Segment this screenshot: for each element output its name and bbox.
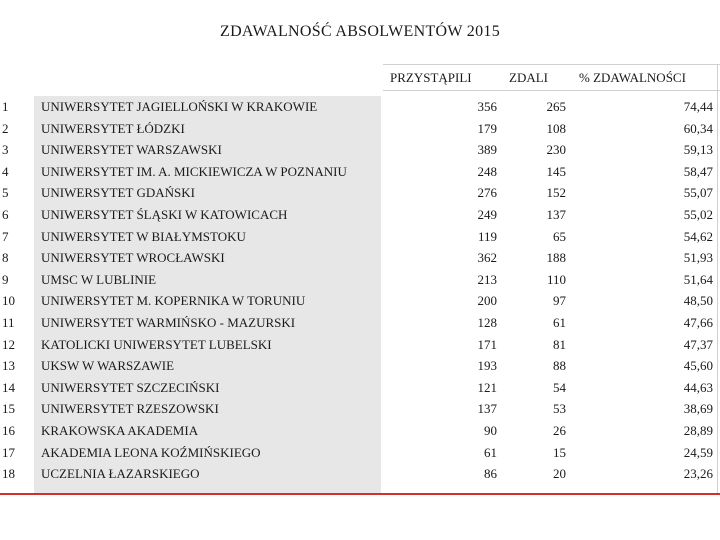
row-rank: 15 <box>2 401 15 417</box>
row-pct: 48,50 <box>683 293 713 309</box>
table-row <box>0 96 720 118</box>
row-pct: 54,62 <box>683 228 713 244</box>
row-pct: 45,60 <box>683 358 713 374</box>
row-zdali: 152 <box>546 185 566 201</box>
header-przystapili: PRZYSTĄPILI <box>390 70 472 85</box>
table-row <box>0 182 720 204</box>
row-przystapili: 137 <box>477 401 497 417</box>
row-przystapili: 213 <box>477 271 497 287</box>
row-name: UKSW W WARSZAWIE <box>41 358 175 374</box>
row-zdali: 15 <box>553 444 566 460</box>
row-name: UNIWERSYTET IM. A. MICKIEWICZA W POZNANIU <box>41 163 347 179</box>
row-name: UNIWERSYTET SZCZECIŃSKI <box>41 379 220 395</box>
row-rank: 13 <box>2 358 15 374</box>
row-name: UNIWERSYTET RZESZOWSKI <box>41 401 219 417</box>
row-zdali: 110 <box>546 271 566 287</box>
row-przystapili: 90 <box>484 423 497 438</box>
row-przystapili: 276 <box>477 185 497 201</box>
row-przystapili: 171 <box>477 336 497 352</box>
row-pct: 59,13 <box>683 142 713 158</box>
row-zdali: 54 <box>553 379 566 395</box>
row-name: UNIWERSYTET GDAŃSKI <box>41 185 195 201</box>
row-name: UNIWERSYTET WARSZAWSKI <box>41 142 222 158</box>
row-pct: 28,89 <box>683 423 713 438</box>
row-name: UNIWERSYTET M. KOPERNIKA W TORUNIU <box>41 293 306 309</box>
row-rank: 14 <box>2 379 15 395</box>
row-rank: 18 <box>2 466 15 482</box>
row-pct: 55,02 <box>683 207 713 222</box>
row-przystapili: 119 <box>477 228 497 244</box>
row-przystapili: 356 <box>477 99 497 114</box>
row-zdali: 88 <box>553 358 566 374</box>
row-zdali: 230 <box>546 142 566 158</box>
row-rank: 11 <box>2 315 15 330</box>
table-row <box>0 161 720 183</box>
row-zdali: 26 <box>553 423 566 438</box>
row-przystapili: 362 <box>477 250 497 266</box>
row-rank: 17 <box>2 444 15 460</box>
row-pct: 60,34 <box>683 120 713 136</box>
row-rank: 10 <box>2 293 15 309</box>
row-name: AKADEMIA LEONA KOŹMIŃSKIEGO <box>41 444 261 460</box>
row-pct: 23,26 <box>683 466 713 482</box>
row-pct: 74,44 <box>683 99 713 114</box>
row-zdali: 53 <box>553 401 566 417</box>
table-row <box>0 226 720 248</box>
row-pct: 24,59 <box>683 444 713 460</box>
table-bottom-rule <box>0 493 720 495</box>
row-zdali: 61 <box>553 315 566 330</box>
row-rank: 7 <box>2 228 9 244</box>
table-row <box>0 334 720 356</box>
table-row <box>0 312 720 334</box>
row-name: UNIWERSYTET WROCŁAWSKI <box>41 250 225 266</box>
row-przystapili: 193 <box>477 358 497 374</box>
row-przystapili: 61 <box>484 444 497 460</box>
row-rank: 6 <box>2 207 9 222</box>
row-rank: 8 <box>2 250 9 266</box>
row-przystapili: 86 <box>484 466 497 482</box>
table-row <box>0 269 720 291</box>
row-name: UCZELNIA ŁAZARSKIEGO <box>41 466 200 482</box>
row-zdali: 188 <box>546 250 566 266</box>
row-przystapili: 389 <box>477 142 497 158</box>
row-name: UNIWERSYTET JAGIELLOŃSKI W KRAKOWIE <box>41 99 318 114</box>
table-row <box>0 204 720 226</box>
table-row <box>0 247 720 269</box>
row-pct: 58,47 <box>683 163 713 179</box>
row-zdali: 137 <box>546 207 566 222</box>
row-zdali: 81 <box>553 336 566 352</box>
row-name: UNIWERSYTET WARMIŃSKO - MAZURSKI <box>41 315 296 330</box>
row-name: UNIWERSYTET ŁÓDZKI <box>41 120 185 136</box>
row-name: UNIWERSYTET W BIAŁYMSTOKU <box>41 228 246 244</box>
row-pct: 51,64 <box>683 271 713 287</box>
row-name: KATOLICKI UNIWERSYTET LUBELSKI <box>41 336 272 352</box>
row-pct: 47,37 <box>683 336 713 352</box>
row-rank: 16 <box>2 423 15 438</box>
table-row <box>0 463 720 485</box>
table-row <box>0 118 720 140</box>
table-row <box>0 442 720 464</box>
row-name: UMSC W LUBLINIE <box>41 271 157 287</box>
row-zdali: 20 <box>553 466 566 482</box>
row-przystapili: 121 <box>477 379 497 395</box>
row-przystapili: 200 <box>477 293 497 309</box>
table-row <box>0 377 720 399</box>
row-pct: 55,07 <box>683 185 713 201</box>
row-przystapili: 128 <box>477 315 497 330</box>
table-row <box>0 355 720 377</box>
table-row <box>0 398 720 420</box>
row-rank: 2 <box>2 120 9 136</box>
row-pct: 38,69 <box>683 401 713 417</box>
row-pct: 51,93 <box>683 250 713 266</box>
row-pct: 44,63 <box>683 379 713 395</box>
table-row <box>0 139 720 161</box>
row-zdali: 108 <box>546 120 566 136</box>
page-title: ZDAWALNOŚĆ ABSOLWENTÓW 2015 <box>220 23 500 40</box>
header-zdali: ZDALI <box>509 70 548 85</box>
row-zdali: 97 <box>553 293 566 309</box>
table-row <box>0 290 720 312</box>
row-rank: 12 <box>2 336 15 352</box>
row-zdali: 265 <box>546 99 566 114</box>
row-przystapili: 248 <box>477 163 497 179</box>
row-zdali: 65 <box>553 228 566 244</box>
row-rank: 1 <box>2 99 9 114</box>
row-name: UNIWERSYTET ŚLĄSKI W KATOWICACH <box>41 207 288 222</box>
row-name: KRAKOWSKA AKADEMIA <box>41 423 199 438</box>
row-rank: 3 <box>2 142 9 158</box>
header-pct: % ZDAWALNOŚCI <box>579 70 686 85</box>
table-row <box>0 420 720 442</box>
row-rank: 4 <box>2 163 9 179</box>
row-przystapili: 249 <box>477 207 497 222</box>
row-przystapili: 179 <box>477 120 497 136</box>
column-header-row <box>383 64 720 91</box>
row-zdali: 145 <box>546 163 566 179</box>
row-rank: 9 <box>2 271 9 287</box>
row-pct: 47,66 <box>683 315 713 330</box>
row-rank: 5 <box>2 185 9 201</box>
